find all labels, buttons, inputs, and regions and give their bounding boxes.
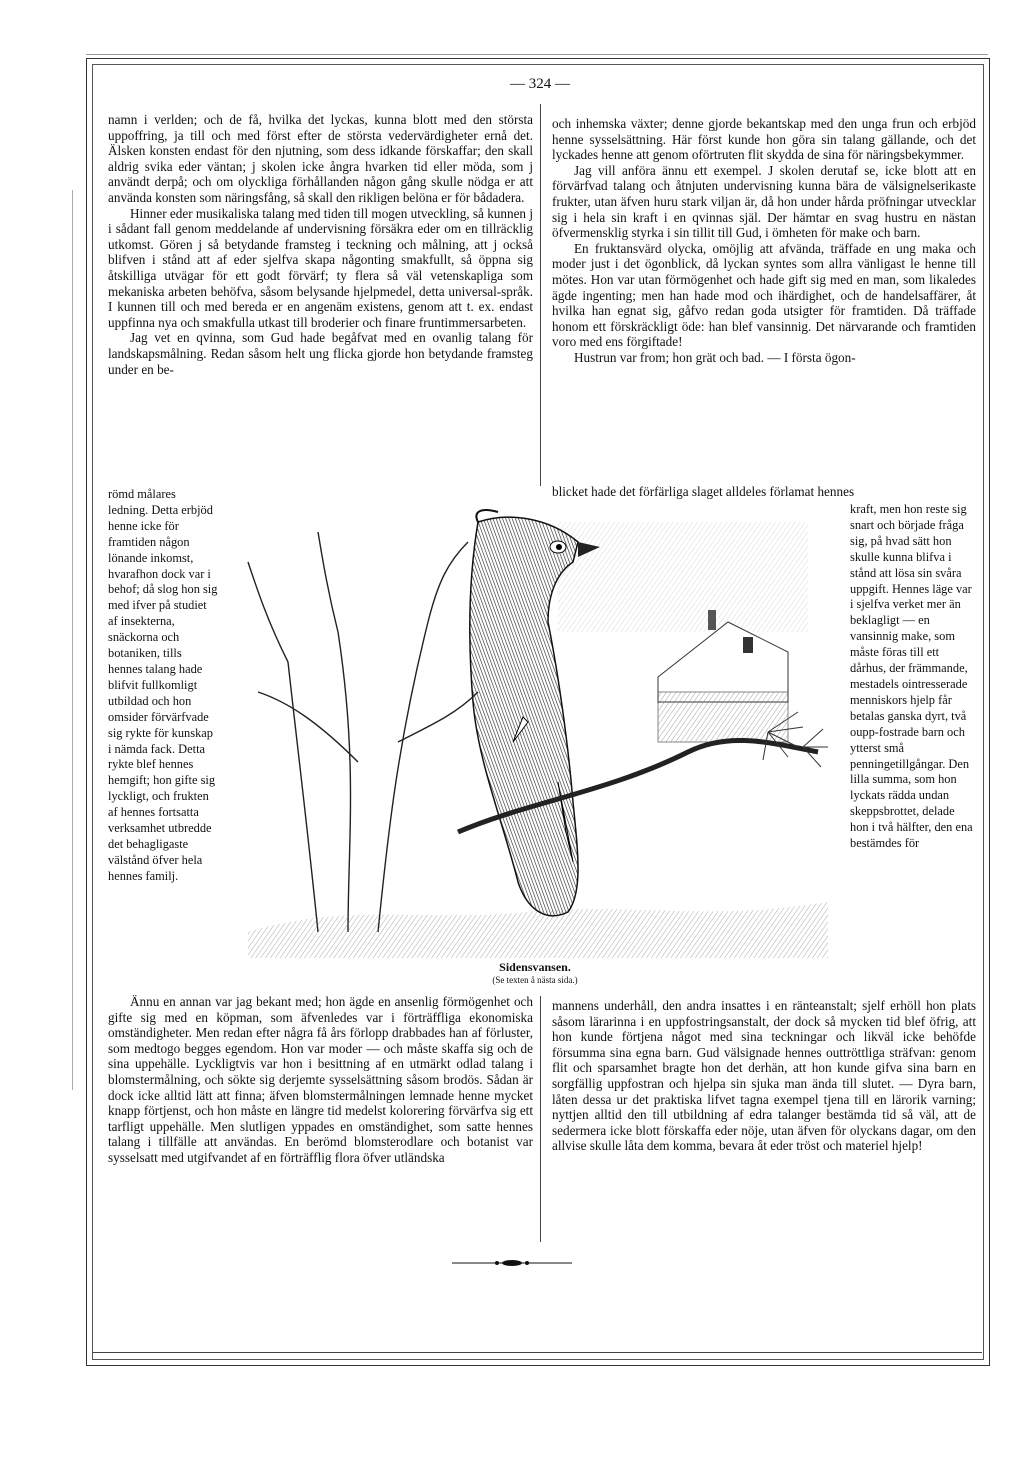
paragraph: namn i verlden; och de få, hvilka det lyckas, kunna blott med den största uppoffring, ja till och med först efter de största vedervärdigheter ernå det. Älsken konsten endast för den njutning, som dess idkande förskaffar; den skall aldrig svika eder väntan; j skolen icke ångra hvarken tid eller möda, som j användt derpå; och om olyckliga förhållanden någon gång skulle nödga er att använda konsten som näringsfång, så skall den rikligen belöna er för bådadera. [108, 112, 533, 205]
right-column-bottom [552, 998, 976, 1154]
paragraph: Hinner eder musikaliska talang med tiden till mogen utveckling, så kunnen j i sådant fall genom meddelande af undervisning försäkra eder om en tillräcklig utkomst. Gören j så betydande framsteg i teckning och målning, att j också blifven i stånd att af eder sjelfva skapa någonting smakfullt, så öppna sig åtskilliga utvägar för ett godt förvärf; ty flera så väl vetenskapliga som mekaniska arbeten behöfva, såsom belysande hjelpmedel, detta universal-språk. I kunnen till och med bereda er en angenäm existens, genom att t. ex. endast uppfinna nya och smakfulla utkast till broderier och finare fruntimmersarbeten. [108, 205, 533, 330]
column-divider-top [540, 104, 541, 486]
left-margin-line [72, 190, 73, 1090]
right-narrow-column: kraft, men hon reste sig snart och började fråga sig, på hvad sätt hon skulle kunna blifva i stånd att lösa sin svåra uppgift. Hennes läge var i sjelfva verket mer än beklagligt — en vansinnig make, som måste föras till ett dårhus, der främmande, mestadels ointresserade menniskors hjelp får betalas ganska dyrt, två oupp-fostrade barn och ytterst små penningetillgångar. Den lilla summa, som hon lyckats rädda undan skeppsbrottet, delade hon i två hälfter, den ena bestämdes för [850, 502, 973, 851]
paragraph: Hustrun var from; hon grät och bad. — I första ögon- [574, 349, 856, 365]
figure-caption [228, 960, 842, 985]
top-rule [86, 54, 988, 55]
bottom-rule [92, 1352, 982, 1353]
sky-shading [558, 522, 808, 632]
paragraph: Jag vet en qvinna, som Gud hade begåfvat med en ovanlig talang för landskapsmålning. Redan såsom helt ung flicka gjorde hon betydande framsteg under en be- [108, 330, 533, 377]
text-line-full-width: blicket hade det förfärliga slaget alldeles förlamat hennes [552, 484, 855, 499]
column-divider-bottom [540, 996, 541, 1242]
paragraph: mannens underhåll, den andra insattes i en ränteanstalt; sjelf erhöll hon plats såsom lärarinna i en uppfostringsanstalt, der dock så mycken tid blef öfrig, att hon kunde förtjena något med sina teckningar och likväl icke behöfde försumma sina egna barn. Gud välsignade hennes outtröttliga sträfvan: genom flit och sparsamhet bragte hon det derhän, att hon kunde gifva sina barn en sorgfällig uppfostran och hjelpa sin sjuka man ända till slutet. — Dyra barn, låten dessa ur det praktiska lifvet tagna exempel tjena till en lärorik varning; nyttjen alltid den till utbildning af edra talanger bestämda tid så väl, att de sedermera icke blott förskaffa eder nöje, utan äfven för olyckans dagar, om den allvise skulle låta dem komma, bevara åt eder tröst och materiel hjelp! [552, 998, 976, 1154]
paragraph: och inhemska växter; denne gjorde bekantskap med den unga frun och erbjöd henne sysselsättning. Här först kunde hon göra sin talang gällande, och det lyckades henne att genom oförtruten flit skydda de sina för näringsbekymmer. [552, 116, 976, 163]
caption-title: Sidensvansen. [499, 960, 571, 974]
right-column-top [552, 116, 976, 366]
bird-illustration [228, 502, 842, 958]
left-narrow-column: römd målares ledning. Detta erbjöd henne icke för framtiden någon lönande inkomst, hvarafhon dock var i behof; då slog hon sig med ifver på studiet af insekterna, snäckorna och botaniken, tills hennes talang hade blifvit fullkomligt utbildad och hon omsider förvärfvade sig rykte för kunskap i nämda fack. Detta rykte blef hennes hemgift; hon gifte sig lyckligt, och frukten af hennes fortsatta verksamhet utbredde det behagligaste välstånd öfver hela hennes familj. [108, 487, 218, 883]
page-number: — 324 — [510, 76, 570, 92]
caption-subtitle: (Se texten å nästa sida.) [492, 975, 578, 985]
ornament-divider [452, 1256, 572, 1270]
paragraph: En fruktansvärd olycka, omöjlig att afvända, träffade en ung maka och moder just i det ögonblick, då lyckan syntes som allra vänligast le henne till mötes. Hon var utan förmögenhet och hade gift sig med en man, som likaledes ägde ingenting; men han hade mod och ihärdighet, och de handelsaffärer, åt hvilka han egnat sig, gåfvo redan goda utsigter för framtiden. Då träffade honom ett förskräckligt öde: han blef vansinnig. Det närvarande och framtiden voro med ens förgiftade! [552, 240, 976, 350]
paragraph: Ännu en annan var jag bekant med; hon ägde en ansenlig förmögenhet och gifte sig med en köpman, som äfvenledes var i förträffliga ekonomiska omständigheter. Men redan efter några få års förlopp drabbades han af förluster, som medtogo begges egendom. Hon var moder — och måste skaffa sig och de sina uppehälle. Lyckligtvis var hon i besittning af en utmärkt odlad talang i blomstermålning, och sökte sig derjemte sysselsättning såsom brodös. Sådan är dock icke alltid lätt att finna; äfven blomstermålningen lemnade henne mycket knapp förtjenst, och hon måste en längre tid medelst kolorering förvärfva sig ett tarfligt uppehälle. Men slutligen yppades en omständighet, som satte hennes talang i tillfälle att användas. En berömd blomsterodlare och botanist var sysselsatt med utgifvandet af en förträfflig flora öfver utländska [108, 994, 533, 1165]
left-column-bottom [108, 994, 533, 1166]
left-column-top [108, 112, 533, 377]
paragraph: Jag vill anföra ännu ett exempel. J skolen derutaf se, icke blott att en förvärfvad talang och åtnjuten undervisning kunna bära de välsignelserikaste frukter, utan äfven huru stark viljan är, då hon under hårda pröfningar utvecklar sig i hela sin kraft i en qvinnas själ. Der hämtar en svag hustru en nästan öfvermensklig styrka i sin tillit till Gud, i ömheten för make och barn. [552, 162, 976, 241]
